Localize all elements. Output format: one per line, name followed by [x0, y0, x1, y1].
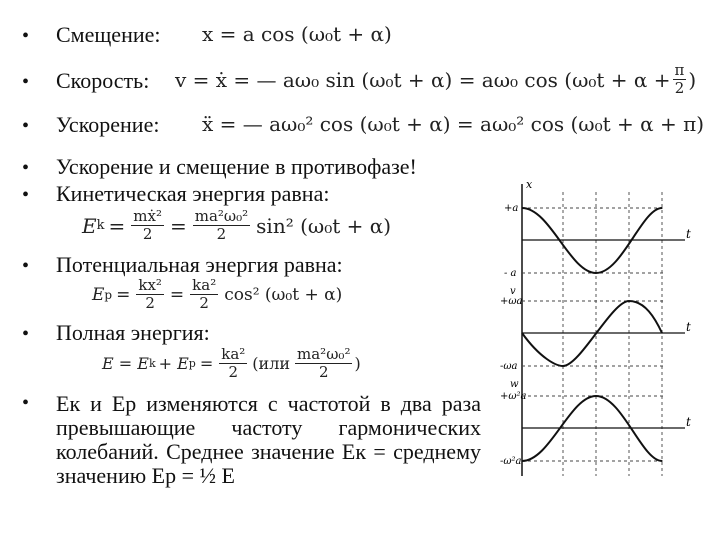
- ek-fraction-2: [193, 208, 250, 244]
- bullet-displacement: [22, 22, 161, 48]
- fraction-denominator: 2: [318, 363, 329, 382]
- fraction-numerator: π: [674, 61, 685, 79]
- ek-symbol: E: [82, 213, 97, 238]
- bullet-paragraph-dot: [22, 392, 56, 415]
- plus-a-label: +a: [504, 203, 519, 214]
- equals-sign: =: [169, 213, 187, 238]
- t-label-1: t: [686, 227, 691, 241]
- bullet-dot: •: [22, 25, 30, 47]
- bullet-potential: [22, 252, 343, 278]
- e-lhs: E = E: [102, 354, 149, 374]
- equals-sign: =: [116, 284, 131, 305]
- fraction-numerator: mẋ²: [133, 207, 162, 225]
- ep-symbol: E: [92, 284, 105, 305]
- fraction-numerator: ka²: [221, 345, 246, 363]
- w-label: w: [510, 379, 519, 390]
- equals-sign: =: [199, 354, 214, 374]
- bullet-label: Полная энергия:: [56, 320, 210, 345]
- bullet-velocity: [22, 68, 149, 94]
- velocity-formula-end: ): [688, 67, 697, 92]
- kinetic-energy-formula: [82, 208, 391, 244]
- ek-subscript: k: [96, 218, 105, 234]
- fraction-numerator: ma²ω₀²: [194, 207, 249, 225]
- fraction-denominator: 2: [674, 79, 685, 98]
- fraction-denominator: 2: [199, 294, 209, 313]
- fraction-numerator: ka²: [192, 276, 217, 294]
- fraction-denominator: 2: [145, 294, 155, 313]
- velocity-formula-main: v = ẋ = — aω₀ sin (ω₀t + α) = aω₀ cos (ω₀t + α +: [175, 67, 671, 92]
- equals-sign: =: [169, 284, 185, 305]
- minus-a-label: - a: [504, 268, 517, 279]
- total-energy-formula: [102, 346, 361, 382]
- v-label: v: [510, 286, 516, 297]
- amplitude-grid: [522, 208, 665, 461]
- plus-w2a-label: +ω²a: [500, 391, 527, 402]
- bullet-label: Смещение:: [56, 22, 161, 47]
- e-fraction-1: [219, 346, 247, 382]
- fraction-denominator: 2: [142, 225, 153, 244]
- fraction-denominator: 2: [228, 363, 239, 382]
- ep-tail: cos² (ω₀t + α): [224, 284, 343, 305]
- fraction-denominator: 2: [216, 225, 227, 244]
- ep-subscript: p: [104, 287, 113, 302]
- bullet-paragraph-text: Ек и Ер изменяются с частотой в два раза превышающие частоту гармонических колебаний. Среднее значение Ек = среднему значению Ер = ½ Е: [56, 391, 481, 488]
- ep-fraction-1: [136, 277, 164, 313]
- bullet-label: Ускорение и смещение в противофазе!: [56, 154, 417, 179]
- e-mid: (или: [252, 354, 291, 374]
- displacement-formula: x = a cos (ω₀t + α): [202, 22, 392, 46]
- time-axes: [522, 240, 685, 428]
- e-plus: + E: [158, 354, 189, 374]
- equals-sign: =: [108, 213, 126, 238]
- bullet-dot: •: [22, 71, 30, 93]
- e-close: ): [354, 354, 361, 374]
- fraction-numerator: ma²ω₀²: [297, 345, 351, 363]
- e-p-subscript: p: [188, 357, 196, 371]
- bullet-dot: •: [22, 255, 30, 277]
- bullet-label: Ускорение:: [56, 112, 160, 137]
- t-label-2: t: [686, 320, 691, 334]
- minus-w2a-label: -ω²a: [500, 456, 522, 467]
- acceleration-formula: ẍ = — aω₀² cos (ω₀t + α) = aω₀² cos (ω₀t + α + π): [202, 112, 705, 136]
- bullet-antiphase: [22, 154, 417, 180]
- bullet-dot: •: [22, 392, 30, 414]
- potential-energy-formula: [92, 277, 342, 313]
- x-axis-label: x: [526, 178, 533, 191]
- velocity-fraction: [673, 62, 687, 98]
- bullet-label: Потенциальная энергия равна:: [56, 252, 343, 277]
- bullet-kinetic: [22, 181, 329, 207]
- minus-wa-label: -ωa: [500, 361, 518, 372]
- bullet-acceleration: [22, 112, 159, 138]
- bullet-dot: •: [22, 115, 30, 137]
- ek-tail: sin² (ω₀t + α): [256, 213, 392, 238]
- bullet-dot: •: [22, 157, 30, 179]
- bullet-total: [22, 320, 210, 346]
- bullet-dot: •: [22, 323, 30, 345]
- e-fraction-2: [295, 346, 352, 382]
- bullet-label: Кинетическая энергия равна:: [56, 181, 330, 206]
- e-k-subscript: k: [148, 357, 156, 371]
- t-label-3: t: [686, 415, 691, 429]
- bullet-label: Скорость:: [56, 68, 150, 93]
- time-grid: [563, 192, 662, 476]
- velocity-formula: [175, 62, 696, 98]
- oscillation-graphs: [500, 178, 700, 478]
- ep-fraction-2: [190, 277, 218, 313]
- bullet-dot: •: [22, 184, 30, 206]
- plus-wa-label: +ωa: [500, 296, 523, 307]
- ek-fraction-1: [131, 208, 164, 244]
- fraction-numerator: kx²: [138, 276, 162, 294]
